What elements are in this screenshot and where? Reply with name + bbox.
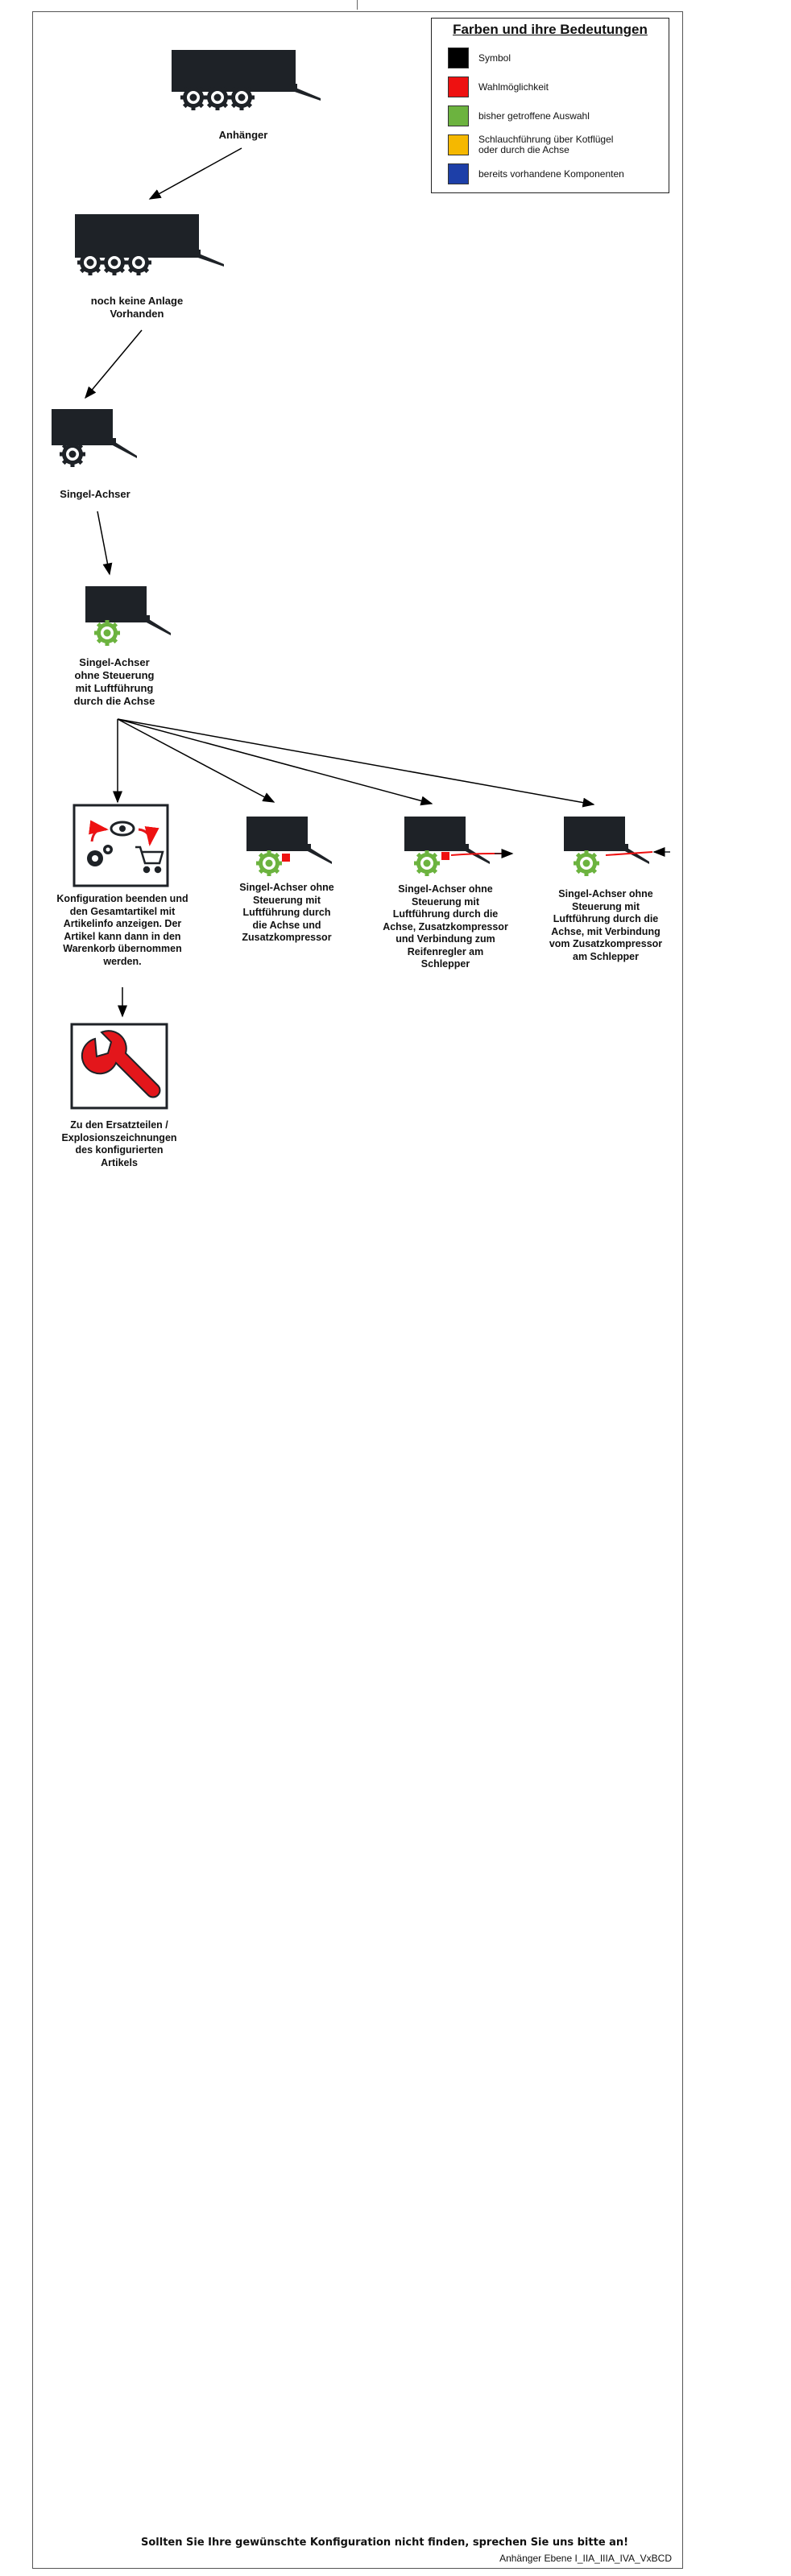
trailer-icon-anhaenger [172, 50, 321, 110]
node-label-ohne-steuerung: Singel-Achser ohne Steuerung mit Luftführung durch die Achse [73, 656, 155, 707]
trailer-icon-keine-anlage [75, 214, 224, 275]
node-label-singel-achser: Singel-Achser [60, 488, 130, 500]
spare-parts-wrench-icon[interactable] [72, 1024, 167, 1108]
configuration-finish-icon[interactable] [74, 805, 168, 886]
trailer-icon-option-2[interactable] [404, 817, 512, 876]
legend-title: Farben und ihre Bedeutungen [453, 22, 648, 37]
arrow-anhaenger-to-keine-anlage [150, 148, 242, 199]
legend-item-existing [448, 163, 624, 184]
legend-swatch-black [448, 48, 469, 68]
trailer-icon-singel-achser [52, 409, 137, 467]
legend-label: Wahlmöglichkeit [478, 81, 549, 93]
node-label-option-1: Singel-Achser ohne Steuerung mit Luftführung durch die Achse und Zusatzkompressor [239, 882, 334, 943]
footer-message: Sollten Sie Ihre gewünschte Konfiguration nicht finden, sprechen Sie uns bitte an! [141, 2537, 629, 2549]
node-label-option-3: Singel-Achser ohne Steuerung mit Luftführung durch die Achse, mit Verbindung vom Zusatzkompressor am Schlepper [549, 888, 663, 962]
node-label-konfiguration: Konfiguration beenden und den Gesamtartikel mit Artikelinfo anzeigen. Der Artikel kann dann in den Warenkorb übernommen werden. [56, 893, 188, 967]
legend-swatch-yellow [448, 134, 469, 155]
compressor-marker [441, 852, 449, 860]
trailer-icon-option-1[interactable] [246, 817, 332, 876]
node-label-ersatzteile: Zu den Ersatzteilen / Explosionszeichnungen des konfigurierten Artikels [61, 1119, 177, 1168]
arrow-to-option-1 [118, 719, 274, 802]
legend-item-symbol [448, 48, 511, 68]
legend [431, 18, 669, 193]
node-label-keine-anlage: noch keine Anlage Vorhanden [90, 295, 184, 320]
legend-swatch-blue [448, 163, 469, 184]
arrow-to-option-3 [118, 719, 594, 804]
arrow-keine-anlage-to-singel [85, 330, 142, 398]
legend-swatch-green [448, 105, 469, 126]
arrow-to-option-2 [118, 719, 432, 804]
arrow-singel-to-ohne-steuerung [97, 511, 110, 574]
compressor-marker [282, 854, 290, 862]
trailer-icon-ohne-steuerung [85, 586, 171, 646]
legend-label: bisher getroffene Auswahl [478, 110, 590, 122]
node-label-option-2: Singel-Achser ohne Steuerung mit Luftführung durch die Achse, Zusatzkompressor und Verbindung zum Reifenregler am Schlepper [383, 883, 508, 970]
legend-item-hose [448, 134, 613, 155]
legend-label: Symbol [478, 52, 511, 64]
legend-item-selection [448, 105, 590, 126]
footer-code: Anhänger Ebene I_IIA_IIIA_IVA_VxBCD [499, 2553, 672, 2564]
legend-swatch-red [448, 76, 469, 97]
node-label-anhaenger: Anhänger [218, 129, 268, 141]
trailer-icon-option-3[interactable] [564, 817, 670, 876]
legend-label: Schlauchführung über Kotflügel oder durch die Achse [478, 134, 614, 155]
legend-label: bereits vorhandene Komponenten [478, 167, 624, 180]
legend-item-option [448, 76, 549, 97]
